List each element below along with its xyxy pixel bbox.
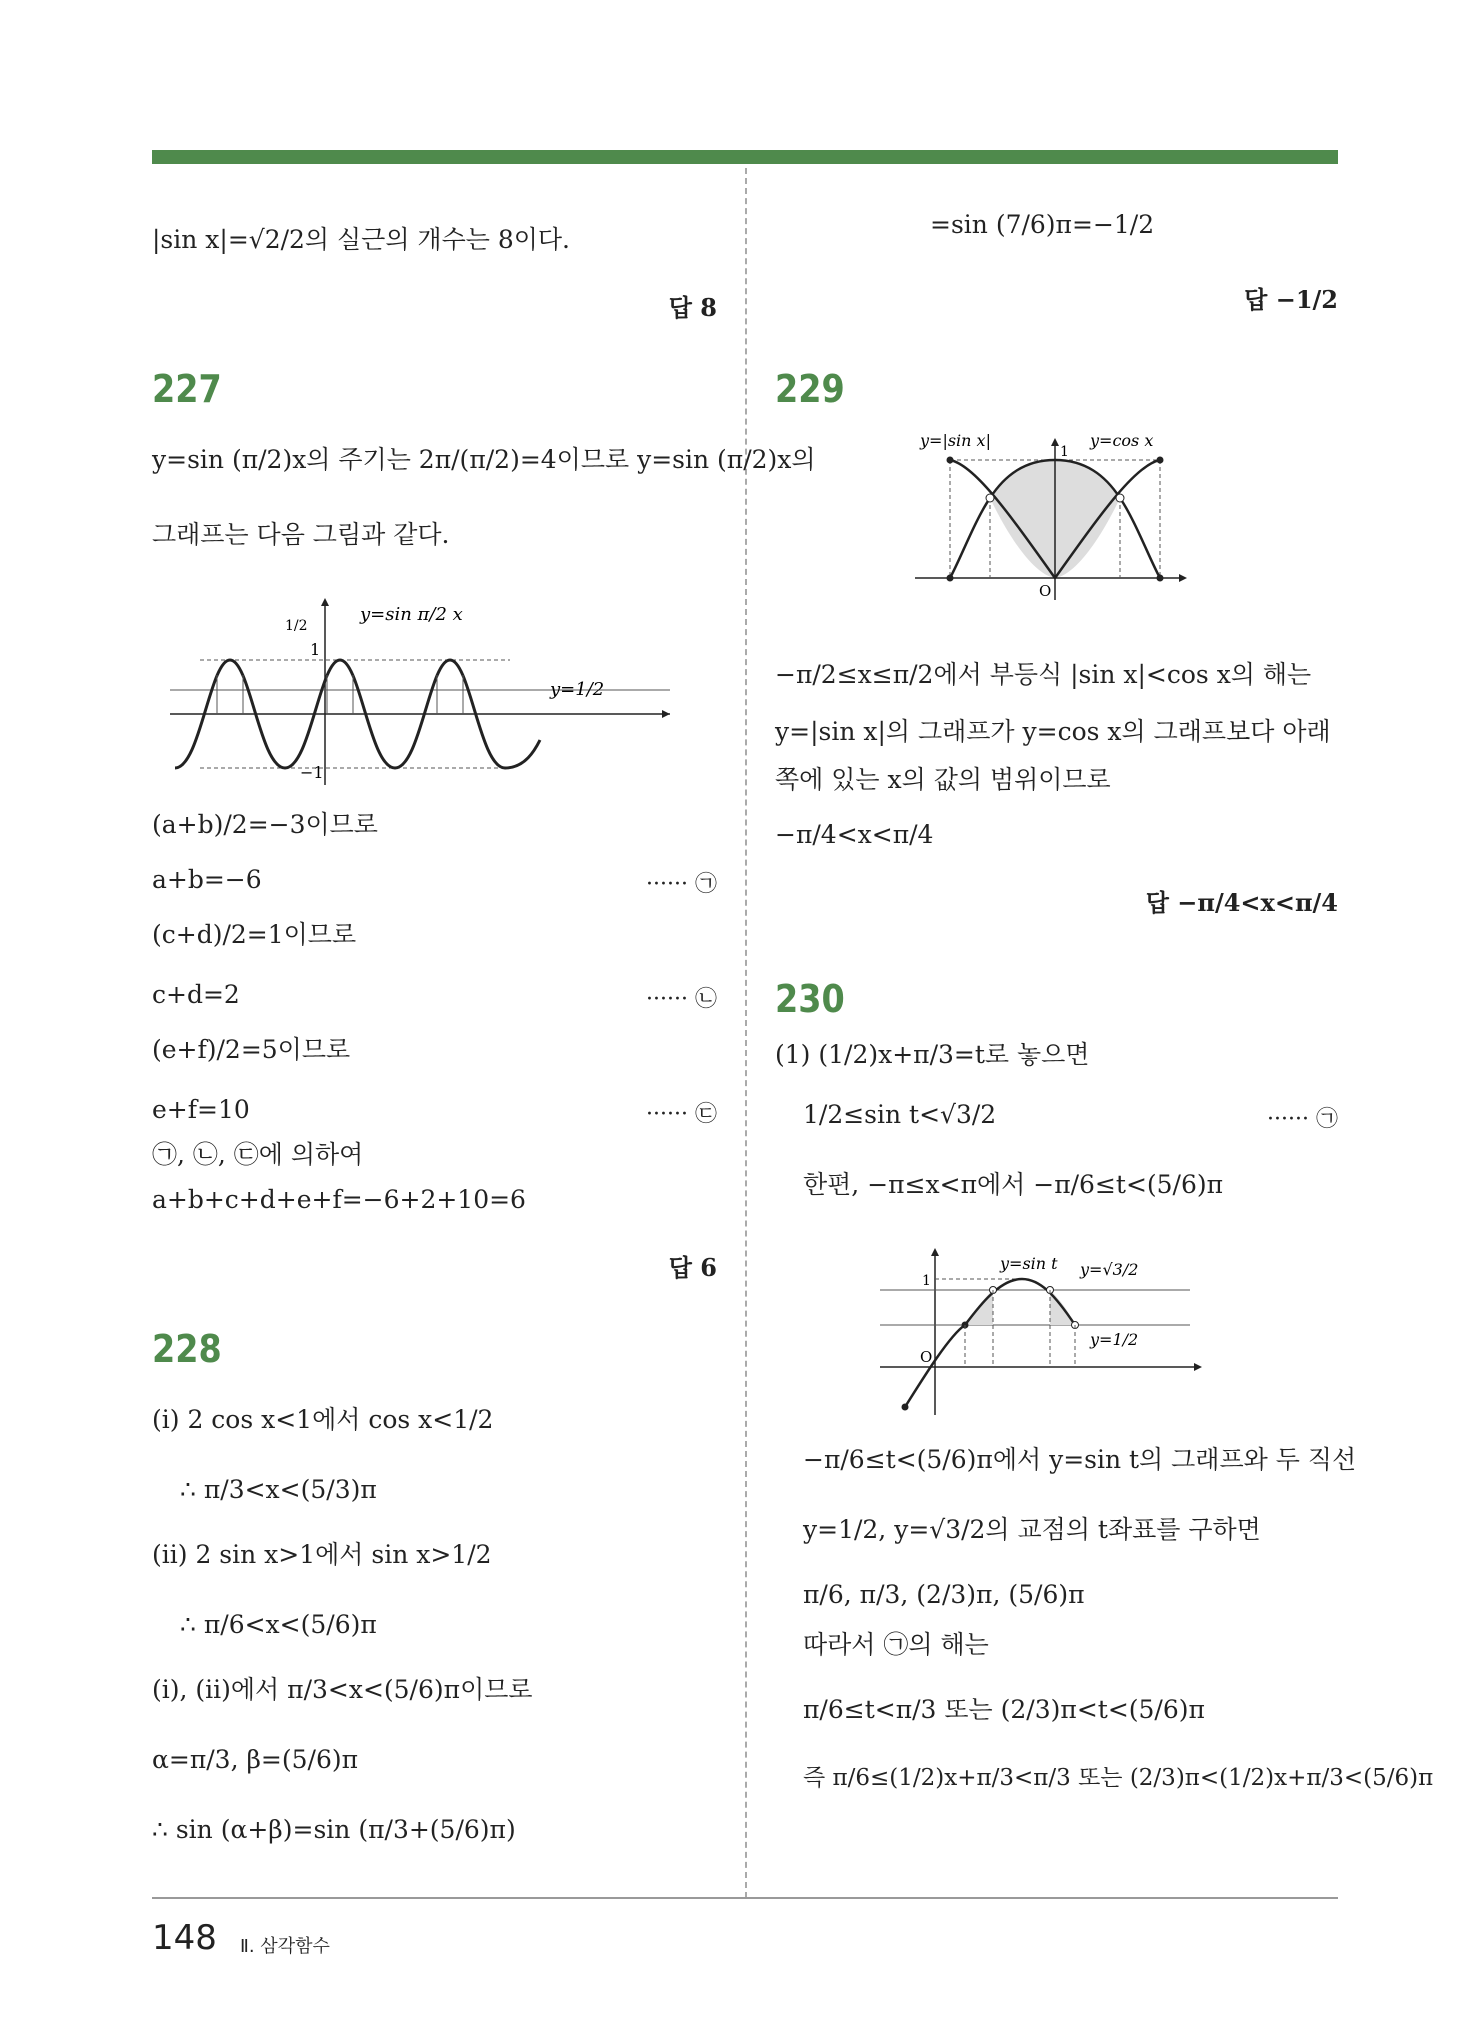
p227-line1: y=sin (π/2)x의 주기는 2π/(π/2)=4이므로 y=sin (π/2)x의 — [152, 445, 816, 474]
graph-229 — [915, 430, 1195, 605]
p229-answer: 답 −π/4<x<π/4 — [1145, 888, 1338, 917]
p229-line2: y=|sin x|의 그래프가 y=cos x의 그래프보다 아래 — [775, 717, 1331, 746]
graph230-origin-label: O — [920, 1348, 933, 1366]
p228-line1: (ⅰ) 2 cos x<1에서 cos x<1/2 — [152, 1405, 494, 1434]
problem-number-229: 229 — [775, 367, 845, 411]
p230-line9: 즉 π/6≤(1/2)x+π/3<π/3 또는 (2/3)π<(1/2)x+π/3<(5/6)π — [803, 1765, 1434, 1791]
graph229-f2-label: y=cos x — [1090, 431, 1154, 450]
graph227-neg-one-label: −1 — [300, 763, 324, 782]
p230-line1: (1) (1/2)x+π/3=t로 놓으면 — [775, 1040, 1090, 1069]
p227-line8: e+f=10 — [152, 1095, 250, 1124]
graph230-h1-label: y=√3/2 — [1080, 1260, 1139, 1279]
graph230-h2-label: y=1/2 — [1090, 1330, 1139, 1349]
p230-line2: 1/2≤sin t<√3/2 — [803, 1100, 997, 1129]
p227-line4: a+b=−6 — [152, 865, 262, 894]
p227-tag3: ······ ㉢ — [646, 1102, 717, 1127]
p228-line7: ∴ sin (α+β)=sin (π/3+(5/6)π) — [152, 1815, 516, 1844]
graph227-half-top-label: 1/2 — [285, 618, 308, 634]
graph229-origin-label: O — [1039, 582, 1052, 600]
p230-line3: 한편, −π≤x<π에서 −π/6≤t<(5/6)π — [803, 1170, 1224, 1199]
cont-answer: 답 −1/2 — [1244, 285, 1338, 314]
graph-230 — [880, 1245, 1210, 1420]
p229-line3: 쪽에 있는 x의 값의 범위이므로 — [775, 765, 1111, 794]
chapter-title: Ⅱ. 삼각함수 — [240, 1936, 330, 1957]
p227-line7: (e+f)/2=5이므로 — [152, 1035, 351, 1064]
p227-answer: 답 6 — [668, 1253, 717, 1282]
p227-tag2: ······ ㉡ — [646, 987, 717, 1012]
p229-line4: −π/4<x<π/4 — [775, 820, 934, 849]
p228-line3: (ⅱ) 2 sin x>1에서 sin x>1/2 — [152, 1540, 492, 1569]
p227-line9: ㉠, ㉡, ㉢에 의하여 — [152, 1140, 364, 1169]
page-number: 148 — [152, 1918, 217, 1958]
cont-line: =sin (7/6)π=−1/2 — [930, 210, 1155, 239]
p227-line3: (a+b)/2=−3이므로 — [152, 810, 378, 839]
p230-line8: π/6≤t<π/3 또는 (2/3)π<t<(5/6)π — [803, 1695, 1205, 1724]
prev-answer: 답 8 — [668, 293, 717, 322]
footer-rule — [152, 1897, 1338, 1899]
p228-line6: α=π/3, β=(5/6)π — [152, 1745, 359, 1774]
graph230-one-label: 1 — [922, 1273, 931, 1289]
p227-line2: 그래프는 다음 그림과 같다. — [152, 520, 450, 549]
problem-number-228: 228 — [152, 1327, 222, 1371]
sine-graph-227 — [170, 590, 690, 790]
p227-tag1: ······ ㉠ — [646, 872, 717, 897]
p228-line2: ∴ π/3<x<(5/3)π — [180, 1475, 377, 1504]
graph227-one-label: 1 — [310, 640, 321, 659]
header-bar — [152, 150, 1338, 164]
problem-number-227: 227 — [152, 367, 222, 411]
p228-line4: ∴ π/6<x<(5/6)π — [180, 1610, 377, 1639]
p227-line10: a+b+c+d+e+f=−6+2+10=6 — [152, 1185, 526, 1214]
column-divider — [745, 168, 747, 1898]
graph227-half-label: y=1/2 — [550, 679, 605, 700]
p229-line1: −π/2≤x≤π/2에서 부등식 |sin x|<cos x의 해는 — [775, 660, 1312, 689]
problem-number-230: 230 — [775, 977, 845, 1021]
graph230-f-label: y=sin t — [1000, 1254, 1058, 1273]
p230-line6: π/6, π/3, (2/3)π, (5/6)π — [803, 1580, 1085, 1609]
p230-line7: 따라서 ㉠의 해는 — [803, 1630, 989, 1659]
p230-line5: y=1/2, y=√3/2의 교점의 t좌표를 구하면 — [803, 1515, 1261, 1544]
p227-line6: c+d=2 — [152, 980, 240, 1009]
p228-line5: (ⅰ), (ⅱ)에서 π/3<x<(5/6)π이므로 — [152, 1675, 533, 1704]
p230-tag1: ······ ㉠ — [1267, 1107, 1338, 1132]
prev-conclusion: |sin x|=√2/2의 실근의 개수는 8이다. — [152, 225, 570, 254]
graph229-one-label: 1 — [1060, 444, 1069, 460]
graph229-f1-label: y=|sin x| — [920, 431, 991, 450]
p227-line5: (c+d)/2=1이므로 — [152, 920, 357, 949]
graph227-func-label: y=sin π/2 x — [360, 604, 463, 625]
p230-line4: −π/6≤t<(5/6)π에서 y=sin t의 그래프와 두 직선 — [803, 1445, 1357, 1474]
